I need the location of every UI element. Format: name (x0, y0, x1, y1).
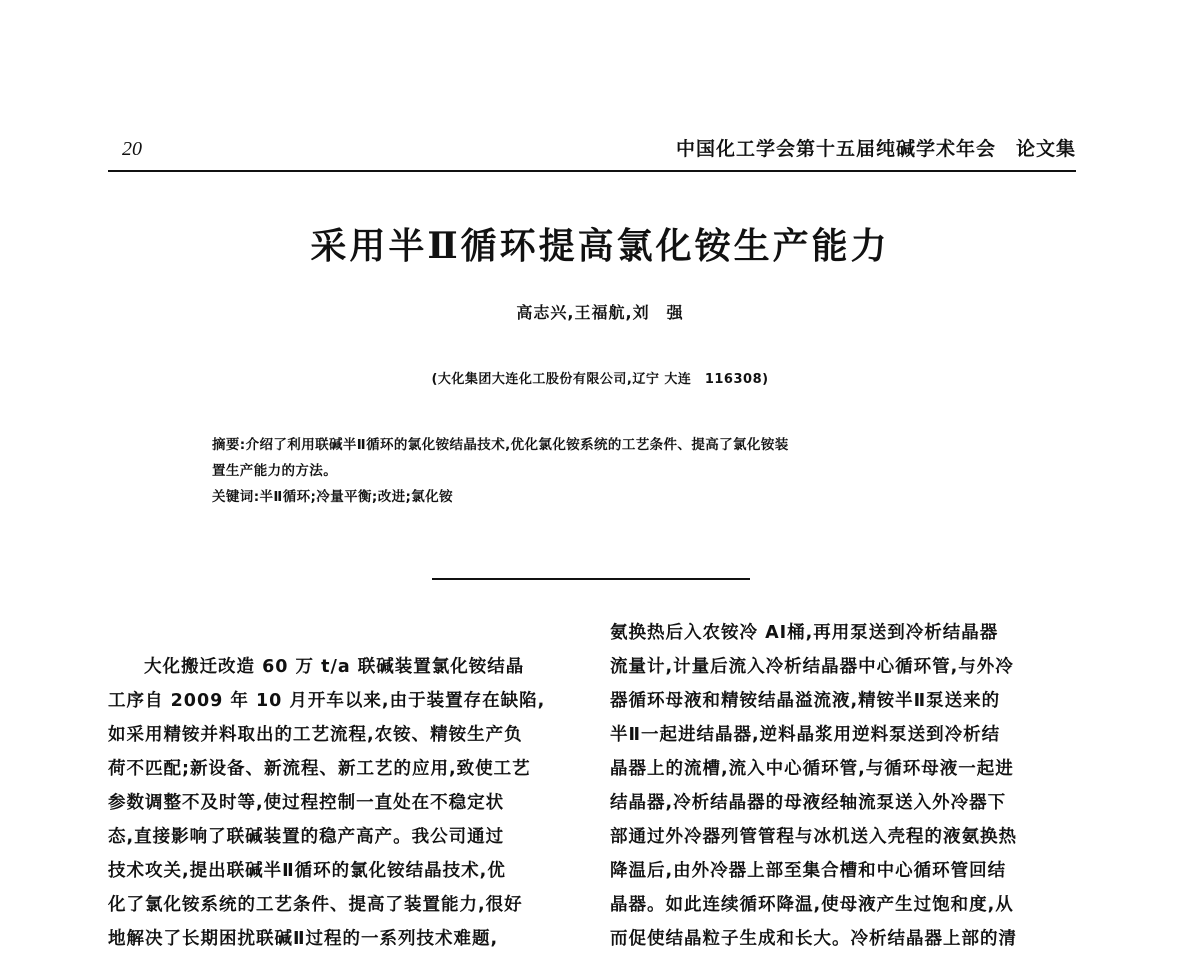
body-line: 如采用精铵并料取出的工艺流程,农铵、精铵生产负 (108, 725, 523, 745)
abstract-line-2: 置生产能力的方法。 (212, 463, 338, 479)
paper-title: 采用半Ⅱ循环提高氯化铵生产能力 (310, 225, 890, 267)
body-line: 技术攻关,提出联碱半Ⅱ循环的氯化铵结晶技术,优 (108, 861, 506, 881)
abstract-block (212, 432, 1002, 510)
body-line: 地解决了长期困扰联碱Ⅱ过程的一系列技术难题, (108, 929, 499, 949)
affiliation: (大化集团大连化工股份有限公司,辽宁 大连 116308) (431, 372, 769, 387)
authors: 高志兴,王福航,刘 强 (516, 303, 684, 322)
body-line: 态,直接影响了联碱装置的稳产高产。我公司通过 (108, 827, 505, 847)
abstract-line-1: 摘要:介绍了利用联碱半Ⅱ循环的氯化铵结晶技术,优化氯化铵系统的工艺条件、提高了氯化铵装 (212, 437, 789, 453)
body-line: 结晶器,冷析结晶器的母液经轴流泵送入外冷器下 (610, 793, 1007, 813)
section-divider (432, 578, 750, 580)
body-line: 半Ⅱ一起进结晶器,逆料晶浆用逆料泵送到冷析结 (610, 725, 1001, 745)
body-line: 晶器。如此连续循环降温,使母液产生过饱和度,从 (610, 895, 1014, 915)
body-line: 晶器上的流槽,流入中心循环管,与循环母液一起进 (610, 759, 1014, 779)
body-line: 降温后,由外冷器上部至集合槽和中心循环管回结 (610, 861, 1007, 881)
keywords: 关键词:半Ⅱ循环;冷量平衡;改进;氯化铵 (212, 489, 453, 505)
body-line: 参数调整不及时等,使过程控制一直处在不稳定状 (108, 793, 505, 813)
body-line: 器循环母液和精铵结晶溢流液,精铵半Ⅱ泵送来的 (610, 691, 1001, 711)
body-line: 而促使结晶粒子生成和长大。冷析结晶器上部的清 (610, 929, 1017, 949)
body-line: 部通过外冷器列管管程与冰机送入壳程的液氨换热 (610, 827, 1017, 847)
body-column-left (108, 650, 570, 956)
header-rule (108, 170, 1076, 172)
running-head: 中国化工学会第十五届纯碱学术年会 论文集 (675, 138, 1076, 160)
body-line: 工序自 2009 年 10 月开车以来,由于装置存在缺陷, (108, 691, 546, 711)
body-line: 大化搬迁改造 60 万 t/a 联碱装置氯化铵结晶 (144, 657, 525, 677)
body-line: 荷不匹配;新设备、新流程、新工艺的应用,致使工艺 (108, 759, 531, 779)
body-line: 化了氯化铵系统的工艺条件、提高了装置能力,很好 (108, 895, 523, 915)
body-line: 流量计,计量后流入冷析结晶器中心循环管,与外冷 (610, 657, 1014, 677)
body-column-right (610, 616, 1076, 956)
page-number: 20 (122, 138, 142, 160)
body-line: 氨换热后入农铵冷 AⅠ桶,再用泵送到冷析结晶器 (610, 623, 999, 643)
